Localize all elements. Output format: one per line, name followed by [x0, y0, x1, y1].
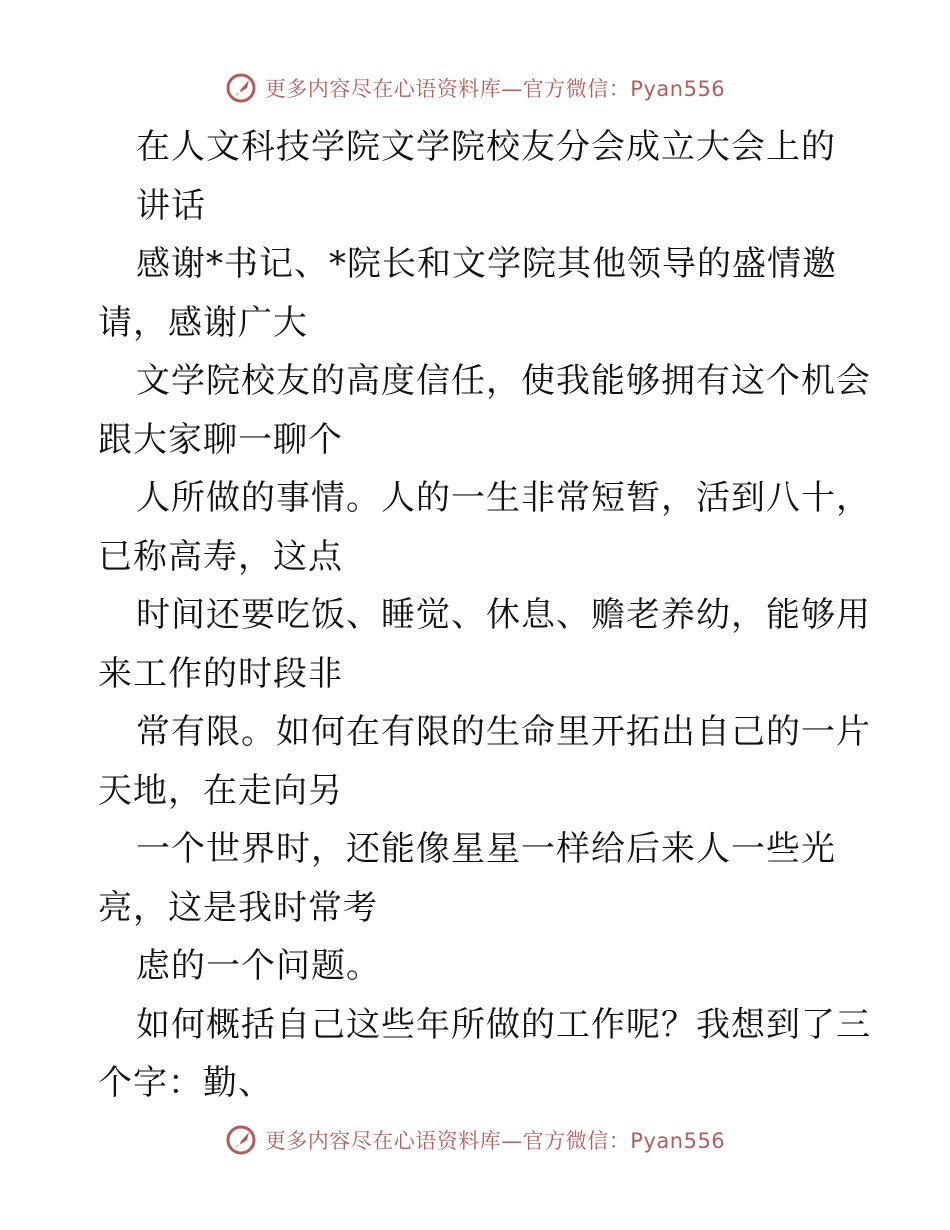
- doc-line-4: 请，感谢广大: [98, 302, 308, 343]
- footer-banner-text: 更多内容尽在心语资料库—官方微信：Pyan556: [264, 1129, 726, 1153]
- document-body: [98, 118, 871, 1113]
- doc-line-7: 人所做的事情。人的一生非常短暂，活到八十，: [136, 478, 871, 518]
- doc-line-12: 天地，在走向另: [98, 770, 343, 811]
- header-banner-text: 更多内容尽在心语资料库—官方微信：Pyan556: [264, 77, 726, 101]
- doc-line-14: 亮，这是我时常考: [98, 887, 378, 928]
- quill-pen-logo-icon: [225, 72, 257, 104]
- doc-line-17: 个字：勤、: [98, 1063, 273, 1103]
- doc-line-3: 感谢*书记、*院长和文学院其他领导的盛情邀: [136, 244, 837, 284]
- doc-line-10: 来工作的时段非: [98, 653, 343, 694]
- doc-line-5: 文学院校友的高度信任，使我能够拥有这个机会: [136, 361, 871, 401]
- doc-line-15: 虑的一个问题。: [136, 946, 381, 986]
- doc-line-11: 常有限。如何在有限的生命里开拓出自己的一片: [136, 712, 871, 752]
- footer-banner: [0, 1120, 950, 1160]
- doc-line-2: 讲话: [136, 185, 206, 226]
- header-banner: [0, 68, 950, 108]
- doc-line-16: 如何概括自己这些年所做的工作呢？我想到了三: [136, 1004, 871, 1045]
- doc-line-9: 时间还要吃饭、睡觉、休息、赡老养幼，能够用: [136, 595, 871, 635]
- doc-line-13: 一个世界时，还能像星星一样给后来人一些光: [136, 829, 836, 869]
- doc-line-6: 跟大家聊一聊个: [98, 419, 343, 460]
- doc-line-1: 在人文科技学院文学院校友分会成立大会上的: [136, 127, 836, 167]
- doc-line-8: 已称高寿，这点: [98, 536, 343, 577]
- quill-pen-logo-icon: [225, 1124, 257, 1156]
